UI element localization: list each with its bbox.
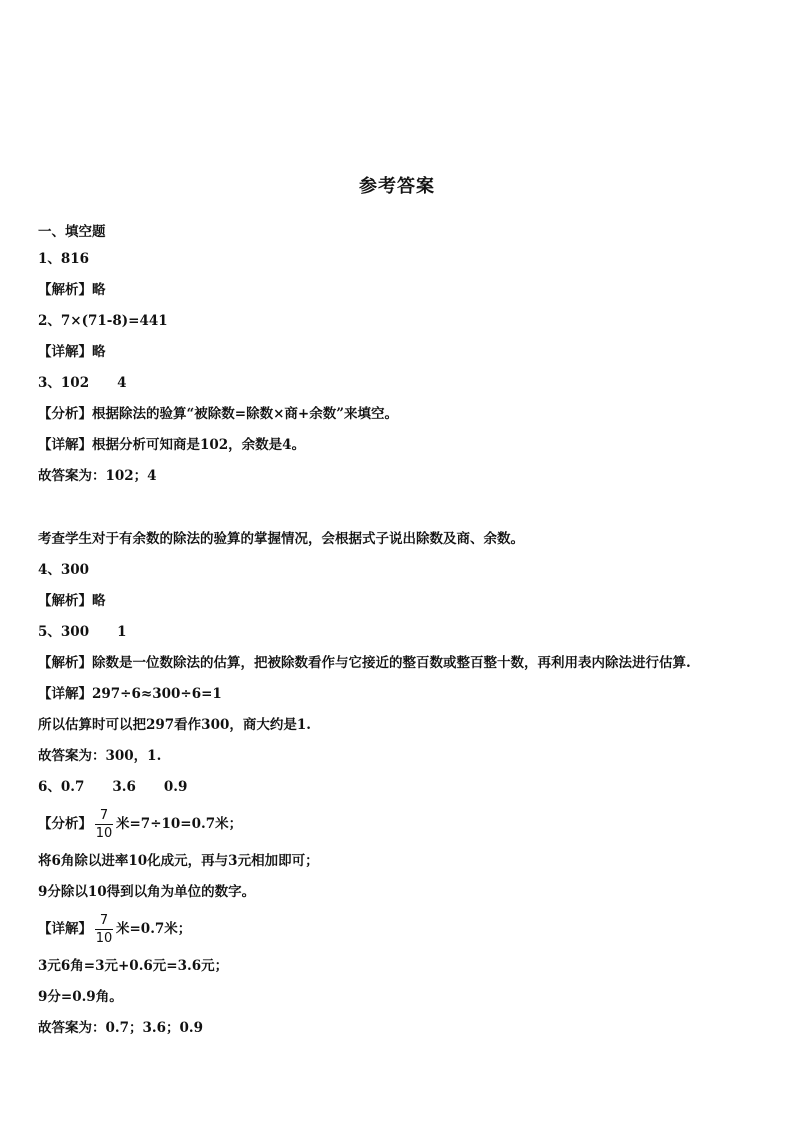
q3-comment: 考查学生对于有余数的除法的验算的掌握情况，会根据式子说出除数及商、余数。 xyxy=(38,531,524,547)
q3-blank-1: 102 xyxy=(60,375,90,391)
q2-note: 【详解】略 xyxy=(38,344,106,360)
q6-blank-2: 3.6 xyxy=(112,779,136,795)
q5-blank-1: 300 xyxy=(60,624,90,640)
q6-detail-line-2: 3元6角=3元+0.6元=3.6元； xyxy=(38,958,229,974)
q6-detail-line-3: 9分=0.9角。 xyxy=(38,989,123,1005)
q3-analysis: 【分析】根据除法的验算“被除数=除数×商+余数”来填空。 xyxy=(38,406,398,422)
fraction-denominator: 10 xyxy=(95,930,113,946)
q6-analysis xyxy=(38,802,242,846)
q5-reason: 所以估算时可以把297看作300，商大约是1. xyxy=(38,717,311,733)
q6-blank-3: 0.9 xyxy=(163,779,188,795)
q6-detail-text: 米=0.7米； xyxy=(116,921,192,937)
q3-final-answer: 故答案为：102；4 xyxy=(38,468,157,484)
q6-analysis-text: 米=7÷10=0.7米； xyxy=(116,816,243,832)
section-heading: 一、填空题 xyxy=(38,224,106,240)
q6-detail-label: 【详解】 xyxy=(38,921,92,937)
q6-blank-1: 0.7 xyxy=(60,779,85,795)
fraction-numerator: 7 xyxy=(99,807,109,823)
q4-answer: 4、300 xyxy=(38,562,90,578)
page-title: 参考答案 xyxy=(359,176,435,197)
q5-analysis: 【解析】除数是一位数除法的估算，把被除数看作与它接近的整百数或整百整十数，再利用表内除法进行估算. xyxy=(38,655,691,671)
q5-detail: 【详解】297÷6≈300÷6=1 xyxy=(38,686,222,702)
q5-blank-2: 1 xyxy=(117,624,127,640)
q6-number: 6、 xyxy=(38,779,61,795)
fraction-seven-tenths xyxy=(95,913,113,946)
q3-answer xyxy=(38,375,127,391)
q5-final-answer: 故答案为：300，1. xyxy=(38,748,162,764)
q5-number: 5、 xyxy=(38,624,61,640)
fraction-numerator: 7 xyxy=(99,912,109,928)
q6-analysis-line-2: 将6角除以进率10化成元，再与3元相加即可； xyxy=(38,853,319,869)
q5-answer xyxy=(38,624,127,640)
q1-answer: 1、816 xyxy=(38,251,90,267)
q3-blank-2: 4 xyxy=(117,375,127,391)
q6-final-answer: 故答案为：0.7；3.6；0.9 xyxy=(38,1020,203,1036)
fraction-seven-tenths xyxy=(95,808,113,841)
q3-number: 3、 xyxy=(38,375,61,391)
q2-answer: 2、7×(71-8)=441 xyxy=(38,313,168,329)
q6-detail xyxy=(38,907,191,951)
q6-answer xyxy=(38,779,187,795)
q3-detail: 【详解】根据分析可知商是102，余数是4。 xyxy=(38,437,306,453)
q6-analysis-line-3: 9分除以10得到以角为单位的数字。 xyxy=(38,884,256,900)
q1-note: 【解析】略 xyxy=(38,282,106,298)
q6-analysis-label: 【分析】 xyxy=(38,816,92,832)
q4-note: 【解析】略 xyxy=(38,593,106,609)
fraction-denominator: 10 xyxy=(95,825,113,841)
